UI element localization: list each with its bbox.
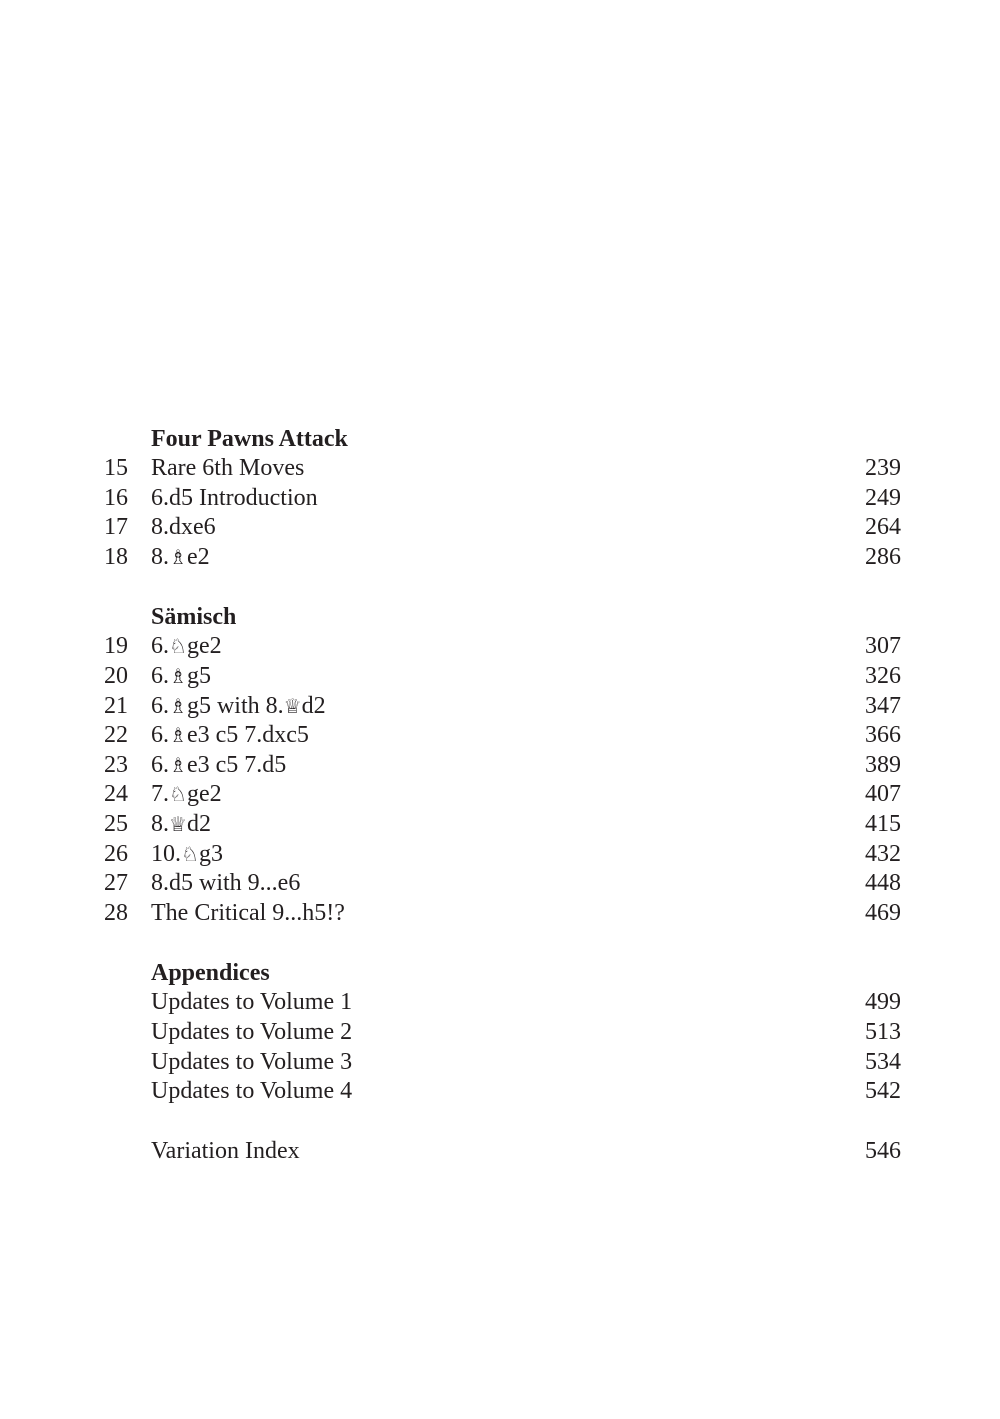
chess-piece-icon: ♘ (169, 634, 187, 659)
toc-entry (0, 780, 1000, 810)
toc-entry (0, 543, 1000, 573)
appendix-title: Updates to Volume 1 (151, 989, 353, 1016)
chapter-number: 16 (104, 484, 128, 511)
page-number: 286 (865, 543, 901, 570)
index-title: Variation Index (151, 1137, 300, 1164)
page-number: 407 (865, 781, 901, 808)
page-number: 432 (865, 840, 901, 867)
chapter-number: 24 (104, 781, 128, 808)
appendix-title: Updates to Volume 3 (151, 1048, 353, 1075)
chess-piece-icon: ♗ (169, 663, 187, 688)
chapter-title: 8.d5 with 9...e6 (151, 870, 301, 897)
chapter-title: Rare 6th Moves (151, 455, 305, 481)
chapter-number: 21 (104, 692, 128, 719)
chess-piece-icon: ♗ (169, 723, 187, 748)
page-number: 542 (865, 1078, 901, 1105)
chapter-number: 15 (104, 455, 128, 481)
toc-entry (0, 1048, 1000, 1078)
page-number: 239 (865, 455, 901, 481)
toc-entry (0, 840, 1000, 870)
toc-entry (0, 810, 1000, 840)
section-four-pawns-attack (0, 424, 1000, 572)
chapter-title: 6.d5 Introduction (151, 484, 318, 511)
chapter-title: 8.♗e2 (151, 543, 210, 570)
page-number: 389 (865, 751, 901, 778)
toc-entry (0, 1077, 1000, 1107)
chapter-number: 17 (104, 514, 128, 541)
section-heading: Appendices (151, 960, 270, 987)
toc-entry (0, 899, 1000, 929)
chess-piece-icon: ♘ (181, 841, 199, 866)
chess-piece-icon: ♕ (283, 693, 302, 718)
page-number: 366 (865, 722, 901, 749)
chapter-title: 6.♗g5 (151, 662, 211, 689)
page-number: 347 (865, 692, 901, 719)
chapter-number: 28 (104, 899, 128, 926)
chapter-number: 26 (104, 840, 128, 867)
toc-entry (0, 662, 1000, 692)
toc-entry (0, 988, 1000, 1018)
chess-piece-icon: ♘ (169, 782, 187, 807)
toc-entry (0, 632, 1000, 662)
chapter-number: 20 (104, 662, 128, 689)
appendix-title: Updates to Volume 2 (151, 1018, 353, 1045)
chess-piece-icon: ♕ (169, 811, 187, 836)
toc-entry (0, 1018, 1000, 1048)
page-number: 534 (865, 1048, 901, 1075)
chapter-title: 7.♘ge2 (151, 781, 222, 808)
page-number: 546 (865, 1137, 901, 1164)
page-number: 499 (865, 989, 901, 1016)
page-number: 249 (865, 484, 901, 511)
toc-entry (0, 869, 1000, 899)
chapter-number: 18 (104, 543, 128, 570)
toc-entry (0, 751, 1000, 781)
toc-entry (0, 692, 1000, 722)
chapter-number: 23 (104, 751, 128, 778)
chapter-number: 27 (104, 870, 128, 897)
chess-piece-icon: ♗ (169, 544, 187, 569)
section-appendices (0, 958, 1000, 1106)
chapter-number: 25 (104, 810, 128, 837)
section-index (0, 1137, 1000, 1167)
chess-piece-icon: ♗ (169, 752, 187, 777)
page-number: 513 (865, 1018, 901, 1045)
page-number: 264 (865, 514, 901, 541)
toc-entry (0, 484, 1000, 514)
chapter-title: 8.♕d2 (151, 810, 211, 837)
chapter-title: 8.dxe6 (151, 514, 216, 541)
toc-entry (0, 721, 1000, 751)
toc-entry (0, 513, 1000, 543)
chapter-number: 19 (104, 633, 128, 660)
page-number: 307 (865, 633, 901, 660)
section-heading: Sämisch (151, 604, 237, 631)
table-of-contents (0, 424, 1000, 1166)
chapter-title: 6.♗e3 c5 7.dxc5 (151, 722, 309, 749)
page-number: 326 (865, 662, 901, 689)
appendix-title: Updates to Volume 4 (151, 1078, 353, 1105)
chapter-title: 6.♘ge2 (151, 633, 222, 660)
page-number: 448 (865, 870, 901, 897)
toc-entry (0, 454, 1000, 484)
toc-entry (0, 1137, 1000, 1167)
chapter-title: 10.♘g3 (151, 840, 223, 867)
chapter-title: 6.♗e3 c5 7.d5 (151, 751, 287, 778)
section-heading: Four Pawns Attack (151, 426, 348, 452)
chess-piece-icon: ♗ (169, 693, 187, 718)
section-samisch (0, 602, 1000, 928)
page-number: 469 (865, 899, 901, 926)
chapter-title: 6.♗g5 with 8.♕d2 (151, 692, 326, 719)
chapter-title: The Critical 9...h5!? (151, 899, 345, 926)
page-number: 415 (865, 810, 901, 837)
chapter-number: 22 (104, 722, 128, 749)
